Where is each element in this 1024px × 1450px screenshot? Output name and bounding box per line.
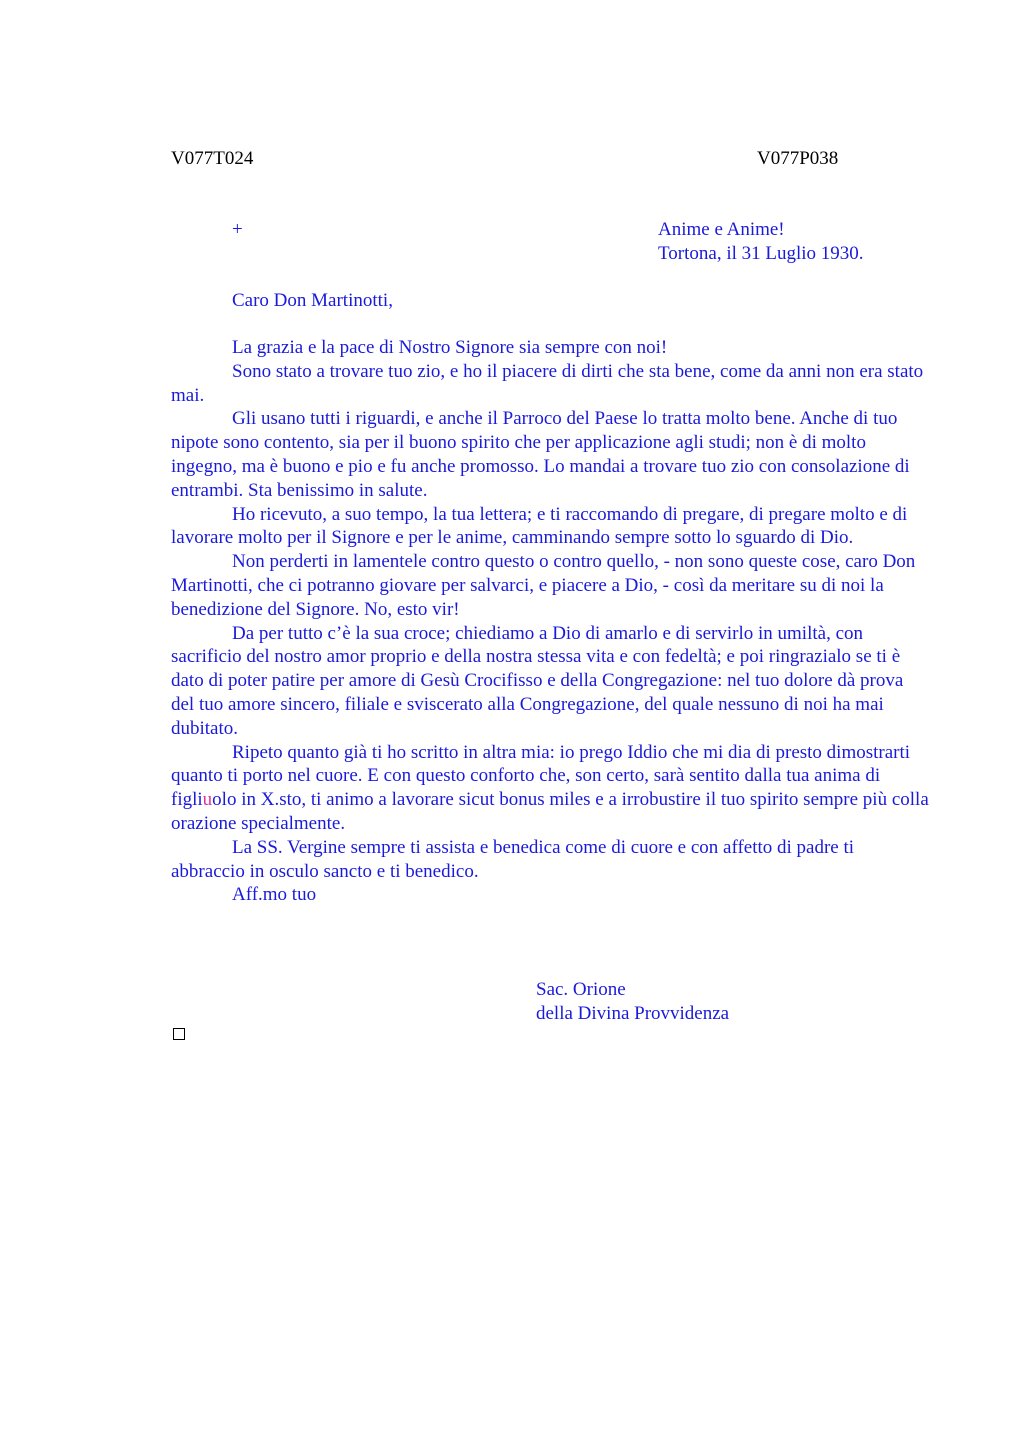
- signature-name: Sac. Orione: [536, 979, 626, 1000]
- end-marker-box: [173, 1028, 185, 1040]
- letter-paragraph: Gli usano tutti i riguardi, e anche il Parroco del Paese lo tratta molto bene. Anche di tuo nipote sono contento, sia per il buono spirito che per applicazione agli studi; non è di molto ingegno, ma è buono e pio e fu anche promosso. Lo mandai a trovare tuo zio con consolazione di entrambi. Sta benissimo in salute.: [171, 408, 910, 501]
- letter-paragraph: Non perderti in lamentele contro questo o contro quello, - non sono queste cose, caro Don Martinotti, che ci potranno giovare per salvarci, e piacere a Dio, - così da meritare su di noi la benedizione del Signore. No, esto vir!: [171, 551, 916, 620]
- paragraph-text-before: Ripeto quanto già ti ho scritto in altra mia: io prego Iddio che mi dia di presto dimostrarti quanto ti porto nel cuore. E con questo conforto che, son certo, sarà sentito dalla tua anima di figli: [171, 741, 911, 811]
- letter-paragraph: La grazia e la pace di Nostro Signore sia sempre con noi!: [232, 337, 668, 358]
- motto: Anime e Anime!: [658, 219, 785, 240]
- place-date: Tortona, il 31 Luglio 1930.: [658, 243, 864, 264]
- left-document-code: V077T024: [171, 148, 254, 169]
- letter-body: [171, 336, 931, 907]
- paragraph-text-after: olo in X.sto, ti animo a lavorare sicut bonus miles e a irrobustire il tuo spirito sempre più colla orazione specialmente.: [171, 789, 929, 834]
- highlighted-letter: u: [202, 789, 213, 811]
- letter-paragraph: Ho ricevuto, a suo tempo, la tua lettera; e ti raccomando di pregare, di pregare molto e di lavorare molto per il Signore e per le anime, camminando sempre sotto lo sguardo di Dio.: [171, 503, 908, 549]
- closing: Aff.mo tuo: [232, 884, 317, 906]
- signature-title: della Divina Provvidenza: [536, 1003, 730, 1024]
- right-document-code: V077P038: [757, 148, 839, 169]
- cross-symbol: +: [232, 219, 243, 240]
- letter-paragraph: La SS. Vergine sempre ti assista e benedica come di cuore e con affetto di padre ti abbraccio in osculo sancto e ti benedico.: [171, 836, 855, 882]
- letter-paragraph: Sono stato a trovare tuo zio, e ho il piacere di dirti che sta bene, come da anni non era stato mai.: [171, 360, 924, 406]
- letter-paragraph: [171, 741, 931, 836]
- salutation: Caro Don Martinotti,: [232, 290, 393, 311]
- letter-paragraph: Da per tutto c’è la sua croce; chiediamo a Dio di amarlo e di servirlo in umiltà, con sacrificio del nostro amor proprio e della nostra stessa vita e con fedeltà; e poi ringrazialo se ti è dato di poter patire per amore di Gesù Crocifisso e della Congregazione: nel tuo dolore dà prova del tuo amore sincero, filiale e sviscerato alla Congregazione, del quale nessuno di noi ha mai dubitato.: [171, 622, 904, 739]
